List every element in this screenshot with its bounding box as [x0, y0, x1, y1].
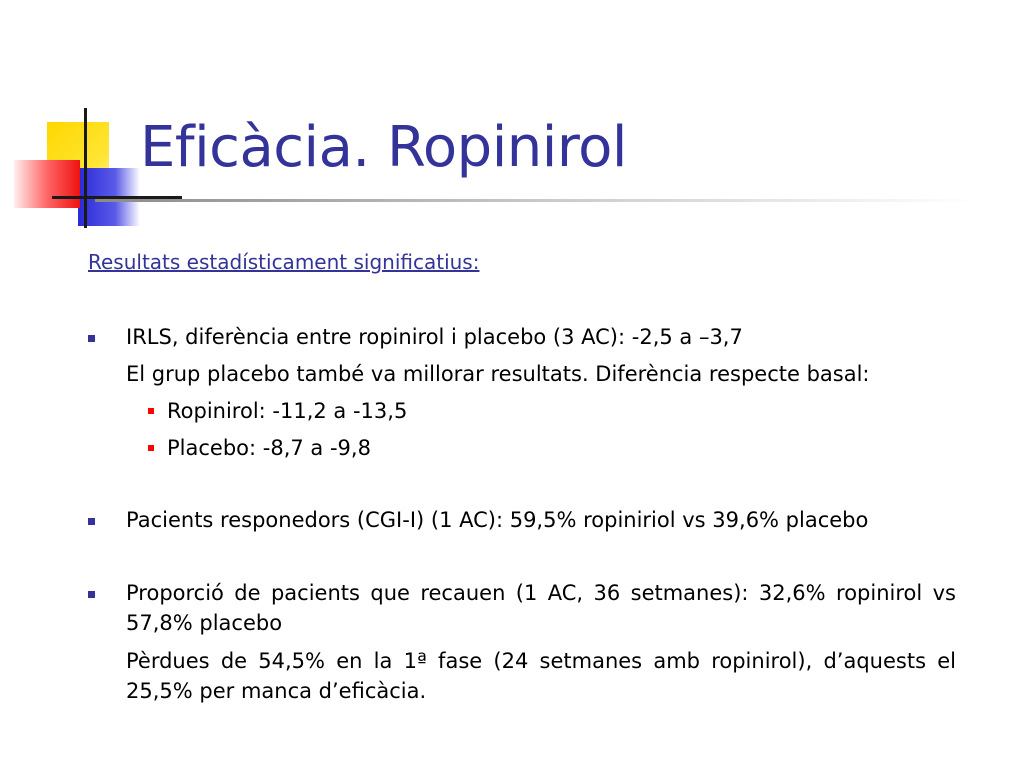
title-underline-rule	[95, 199, 975, 202]
bullet-2-text: Pacients responedors (CGI-I) (1 AC): 59,5% ropiniriol vs 39,6% placebo	[126, 508, 869, 532]
bullet-3-continuation: Pèrdues de 54,5% en la 1ª fase (24 setmanes amb ropinirol), d’aquests el 25,5% per manca d’eficàcia.	[126, 649, 956, 703]
slide-title: Eficàcia. Ropinirol	[140, 115, 627, 180]
logo-vertical-line	[84, 108, 87, 228]
logo-red-square	[14, 160, 80, 208]
bullet-square-icon	[88, 335, 95, 342]
bullet-1-text: IRLS, diferència entre ropinirol i placebo (3 AC): -2,5 a –3,7	[126, 325, 743, 349]
sub-item-ropinirol: Ropinirol: -11,2 a -13,5	[167, 399, 408, 423]
slide-subtitle: Resultats estadísticament significatius:	[88, 250, 480, 274]
sub-bullet-square-icon	[148, 445, 154, 451]
sub-bullet-square-icon	[148, 408, 154, 414]
bullet-square-icon	[88, 518, 95, 525]
sub-item-placebo: Placebo: -8,7 a -9,8	[167, 436, 371, 460]
bullet-square-icon	[88, 591, 95, 598]
bullet-3-text: Proporció de pacients que recauen (1 AC, 36 setmanes): 32,6% ropinirol vs 57,8% placebo	[126, 581, 956, 635]
bullet-1-continuation: El grup placebo també va millorar resultats. Diferència respecte basal:	[126, 362, 870, 386]
